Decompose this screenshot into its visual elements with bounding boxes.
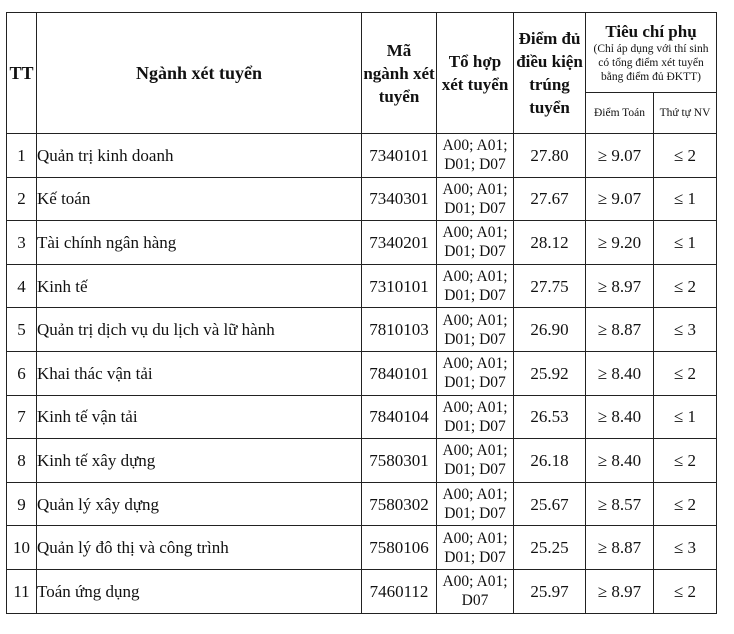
row-combo <box>437 221 514 265</box>
combo-line-2: D01; D07 <box>444 374 506 392</box>
row-score: 28.12 <box>514 221 586 265</box>
row-major: Quản trị dịch vụ du lịch và lữ hành <box>37 308 362 352</box>
header-combo: Tổ hợp xét tuyển <box>437 13 514 134</box>
row-score: 26.18 <box>514 439 586 483</box>
combo-line-2: D07 <box>461 592 489 610</box>
row-code: 7580301 <box>362 439 437 483</box>
combo-line-2: D01; D07 <box>444 330 506 348</box>
table-row <box>7 351 717 395</box>
row-major: Quản lý đô thị và công trình <box>37 526 362 570</box>
row-order: ≤ 2 <box>654 264 717 308</box>
table-row <box>7 526 717 570</box>
row-tt: 9 <box>7 482 37 526</box>
row-score: 25.25 <box>514 526 586 570</box>
criteria-note: (Chỉ áp dụng với thí sinh có tổng điểm xét tuyển bằng điểm đủ ĐKTT) <box>593 42 709 83</box>
row-combo <box>437 395 514 439</box>
table-row <box>7 177 717 221</box>
row-code: 7840104 <box>362 395 437 439</box>
criteria-title: Tiêu chí phụ <box>605 21 697 41</box>
row-order: ≤ 2 <box>654 439 717 483</box>
combo-line-1: A00; A01; <box>442 529 508 547</box>
table-row <box>7 308 717 352</box>
combo-line-1: A00; A01; <box>442 398 508 416</box>
row-score: 27.67 <box>514 177 586 221</box>
row-major: Quản lý xây dựng <box>37 482 362 526</box>
row-score: 25.97 <box>514 569 586 613</box>
row-major: Toán ứng dụng <box>37 569 362 613</box>
combo-line-2: D01; D07 <box>444 461 506 479</box>
row-tt: 5 <box>7 308 37 352</box>
row-major: Quản trị kinh doanh <box>37 134 362 178</box>
row-order: ≤ 2 <box>654 482 717 526</box>
row-code: 7340301 <box>362 177 437 221</box>
table-row <box>7 482 717 526</box>
combo-line-1: A00; A01; <box>442 355 508 373</box>
row-math: ≥ 8.40 <box>586 395 654 439</box>
header-score: Điểm đủ điều kiện trúng tuyển <box>514 13 586 134</box>
combo-line-1: A00; A01; <box>442 268 508 286</box>
combo-line-1: A00; A01; <box>442 486 508 504</box>
combo-line-2: D01; D07 <box>444 287 506 305</box>
combo-line-1: A00; A01; <box>442 311 508 329</box>
row-tt: 4 <box>7 264 37 308</box>
table-row <box>7 221 717 265</box>
header-math: Điểm Toán <box>586 93 654 134</box>
combo-line-1: A00; A01; <box>442 180 508 198</box>
row-score: 27.80 <box>514 134 586 178</box>
row-combo <box>437 134 514 178</box>
combo-line-1: A00; A01; <box>442 137 508 155</box>
row-order: ≤ 1 <box>654 221 717 265</box>
row-score: 26.90 <box>514 308 586 352</box>
row-order: ≤ 2 <box>654 351 717 395</box>
row-math: ≥ 8.97 <box>586 264 654 308</box>
table-body <box>7 134 717 614</box>
row-combo <box>437 177 514 221</box>
row-order: ≤ 2 <box>654 134 717 178</box>
row-order: ≤ 3 <box>654 526 717 570</box>
header-order: Thứ tự NV <box>654 93 717 134</box>
combo-line-1: A00; A01; <box>442 573 508 591</box>
row-math: ≥ 8.97 <box>586 569 654 613</box>
row-combo <box>437 439 514 483</box>
admissions-table <box>6 12 717 614</box>
row-tt: 1 <box>7 134 37 178</box>
combo-line-1: A00; A01; <box>442 442 508 460</box>
row-tt: 6 <box>7 351 37 395</box>
row-code: 7460112 <box>362 569 437 613</box>
combo-line-2: D01; D07 <box>444 243 506 261</box>
row-major: Khai thác vận tải <box>37 351 362 395</box>
row-math: ≥ 8.87 <box>586 308 654 352</box>
combo-line-2: D01; D07 <box>444 156 506 174</box>
table-row <box>7 264 717 308</box>
row-tt: 8 <box>7 439 37 483</box>
header-tt: TT <box>7 13 37 134</box>
row-math: ≥ 8.57 <box>586 482 654 526</box>
table-row <box>7 439 717 483</box>
combo-line-2: D01; D07 <box>444 548 506 566</box>
row-code: 7310101 <box>362 264 437 308</box>
combo-line-2: D01; D07 <box>444 199 506 217</box>
row-math: ≥ 8.40 <box>586 439 654 483</box>
row-code: 7840101 <box>362 351 437 395</box>
row-tt: 3 <box>7 221 37 265</box>
header-criteria <box>586 13 717 93</box>
row-major: Kinh tế xây dựng <box>37 439 362 483</box>
row-major: Tài chính ngân hàng <box>37 221 362 265</box>
row-major: Kinh tế <box>37 264 362 308</box>
row-code: 7340201 <box>362 221 437 265</box>
row-score: 25.67 <box>514 482 586 526</box>
row-math: ≥ 9.07 <box>586 177 654 221</box>
header-major: Ngành xét tuyển <box>37 13 362 134</box>
row-code: 7580106 <box>362 526 437 570</box>
table-row <box>7 569 717 613</box>
row-tt: 2 <box>7 177 37 221</box>
row-combo <box>437 308 514 352</box>
row-combo <box>437 264 514 308</box>
row-order: ≤ 2 <box>654 569 717 613</box>
row-order: ≤ 3 <box>654 308 717 352</box>
row-score: 25.92 <box>514 351 586 395</box>
combo-line-2: D01; D07 <box>444 417 506 435</box>
row-major: Kế toán <box>37 177 362 221</box>
row-code: 7580302 <box>362 482 437 526</box>
row-tt: 10 <box>7 526 37 570</box>
row-score: 26.53 <box>514 395 586 439</box>
row-order: ≤ 1 <box>654 177 717 221</box>
row-combo <box>437 351 514 395</box>
row-combo <box>437 569 514 613</box>
table-row <box>7 134 717 178</box>
row-order: ≤ 1 <box>654 395 717 439</box>
combo-line-1: A00; A01; <box>442 224 508 242</box>
row-math: ≥ 8.87 <box>586 526 654 570</box>
table-row <box>7 395 717 439</box>
header-code: Mã ngành xét tuyển <box>362 13 437 134</box>
row-code: 7810103 <box>362 308 437 352</box>
row-score: 27.75 <box>514 264 586 308</box>
row-combo <box>437 482 514 526</box>
row-combo <box>437 526 514 570</box>
row-math: ≥ 9.20 <box>586 221 654 265</box>
row-tt: 7 <box>7 395 37 439</box>
row-major: Kinh tế vận tải <box>37 395 362 439</box>
row-code: 7340101 <box>362 134 437 178</box>
row-math: ≥ 9.07 <box>586 134 654 178</box>
row-tt: 11 <box>7 569 37 613</box>
row-math: ≥ 8.40 <box>586 351 654 395</box>
combo-line-2: D01; D07 <box>444 505 506 523</box>
